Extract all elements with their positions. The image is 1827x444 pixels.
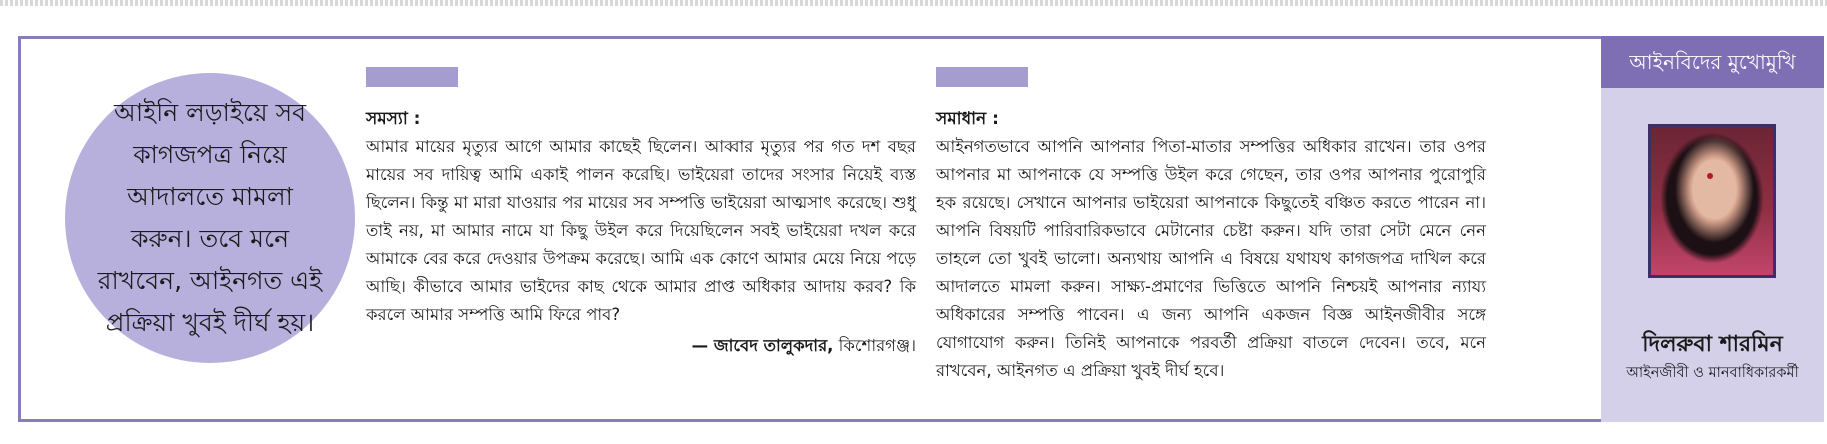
expert-role: আইনজীবী ও মানবাধিকারকর্মী xyxy=(1626,365,1799,381)
article-box xyxy=(18,36,1818,422)
photo-detail xyxy=(1707,173,1713,179)
problem-body: আমার মায়ের মৃত্যুর আগে আমার কাছেই ছিলেন। আব্বার মৃত্যুর পর গত দশ বছর মায়ের সব দায়িত্ব আমি একাই পালন করেছি। ভাইয়েরা তাদের সংসার নিয়েই ব্যস্ত ছিলেন। কিন্তু মা মারা যাওয়ার পর মায়ের সব সম্পত্তি ভাইয়েরা আত্মসাৎ করেছে। শুধু তাই নয়, মা আমার নামে যা কিছু উইল করে দিয়েছিলেন সবই ভাইয়েরা দখল করে আমাকে বের করে দেওয়ার উপক্রম করেছে। আমি এক কোণে আমার মেয়ে নিয়ে পড়ে আছি। কীভাবে আমার ভাইদের কাছ থেকে আমার প্রাপ্ত অধিকার আদায় করব? কি করলে আমার সম্পত্তি আমি ফিরে পাব? xyxy=(366,137,916,324)
signature-place: কিশোরগঞ্জ। xyxy=(833,336,916,355)
expert-name: দিলরুবা শারমিন xyxy=(1642,332,1783,357)
pull-quote-text: আইনি লড়াইয়ে সব কাগজপত্র নিয়ে আদালতে মামলা করুন। তবে মনে রাখবেন, আইনগত এই প্রক্রিয়া খুবই দীর্ঘ হয়। xyxy=(97,98,323,337)
solution-heading: সমাধান : xyxy=(936,109,999,129)
problem-heading: সমস্যা : xyxy=(366,109,421,129)
problem-accent-bar xyxy=(366,67,458,87)
solution-accent-bar xyxy=(936,67,1028,87)
signature-name: — জাবেদ তালুকদার, xyxy=(691,336,834,355)
problem-signature xyxy=(366,333,916,359)
problem-column xyxy=(366,67,916,359)
expert-sidebar xyxy=(1601,36,1824,422)
top-dotted-rule xyxy=(0,0,1827,6)
section-tag: আইনবিদের মুখোমুখি xyxy=(1601,36,1824,88)
pull-quote-circle xyxy=(65,73,355,363)
solution-column xyxy=(936,67,1486,385)
solution-body: আইনগতভাবে আপনি আপনার পিতা-মাতার সম্পত্তির অধিকার রাখেন। তার ওপর আপনার মা আপনাকে যে সম্পত্তি উইল করে গেছেন, তার ওপর আপনার পুরোপুরি হক রয়েছে। সেখানে আপনার ভাইয়েরা আপনাকে কিছুতেই বঞ্চিত করতে পারেন না। আপনি বিষয়টি পারিবারিকভাবে মেটানোর চেষ্টা করুন। যদি তারা সেটা মেনে নেন তাহলে তো খুবই ভালো। অন্যথায় আপনি এ বিষয়ে যথাযথ কাগজপত্র দাখিল করে আদালতে মামলা করুন। সাক্ষ্য-প্রমাণের ভিত্তিতে আপনি নিশ্চয়ই আপনার ন্যায্য অধিকারের সম্পত্তি পাবেন। এ জন্য আপনি একজন বিজ্ঞ আইনজীবীর সঙ্গে যোগাযোগ করুন। তিনিই আপনাকে পরবর্তী প্রক্রিয়া বাতলে দেবেন। তবে, মনে রাখবেন, আইনগত এ প্রক্রিয়া খুবই দীর্ঘ হবে। xyxy=(936,137,1486,380)
expert-photo xyxy=(1648,124,1776,278)
